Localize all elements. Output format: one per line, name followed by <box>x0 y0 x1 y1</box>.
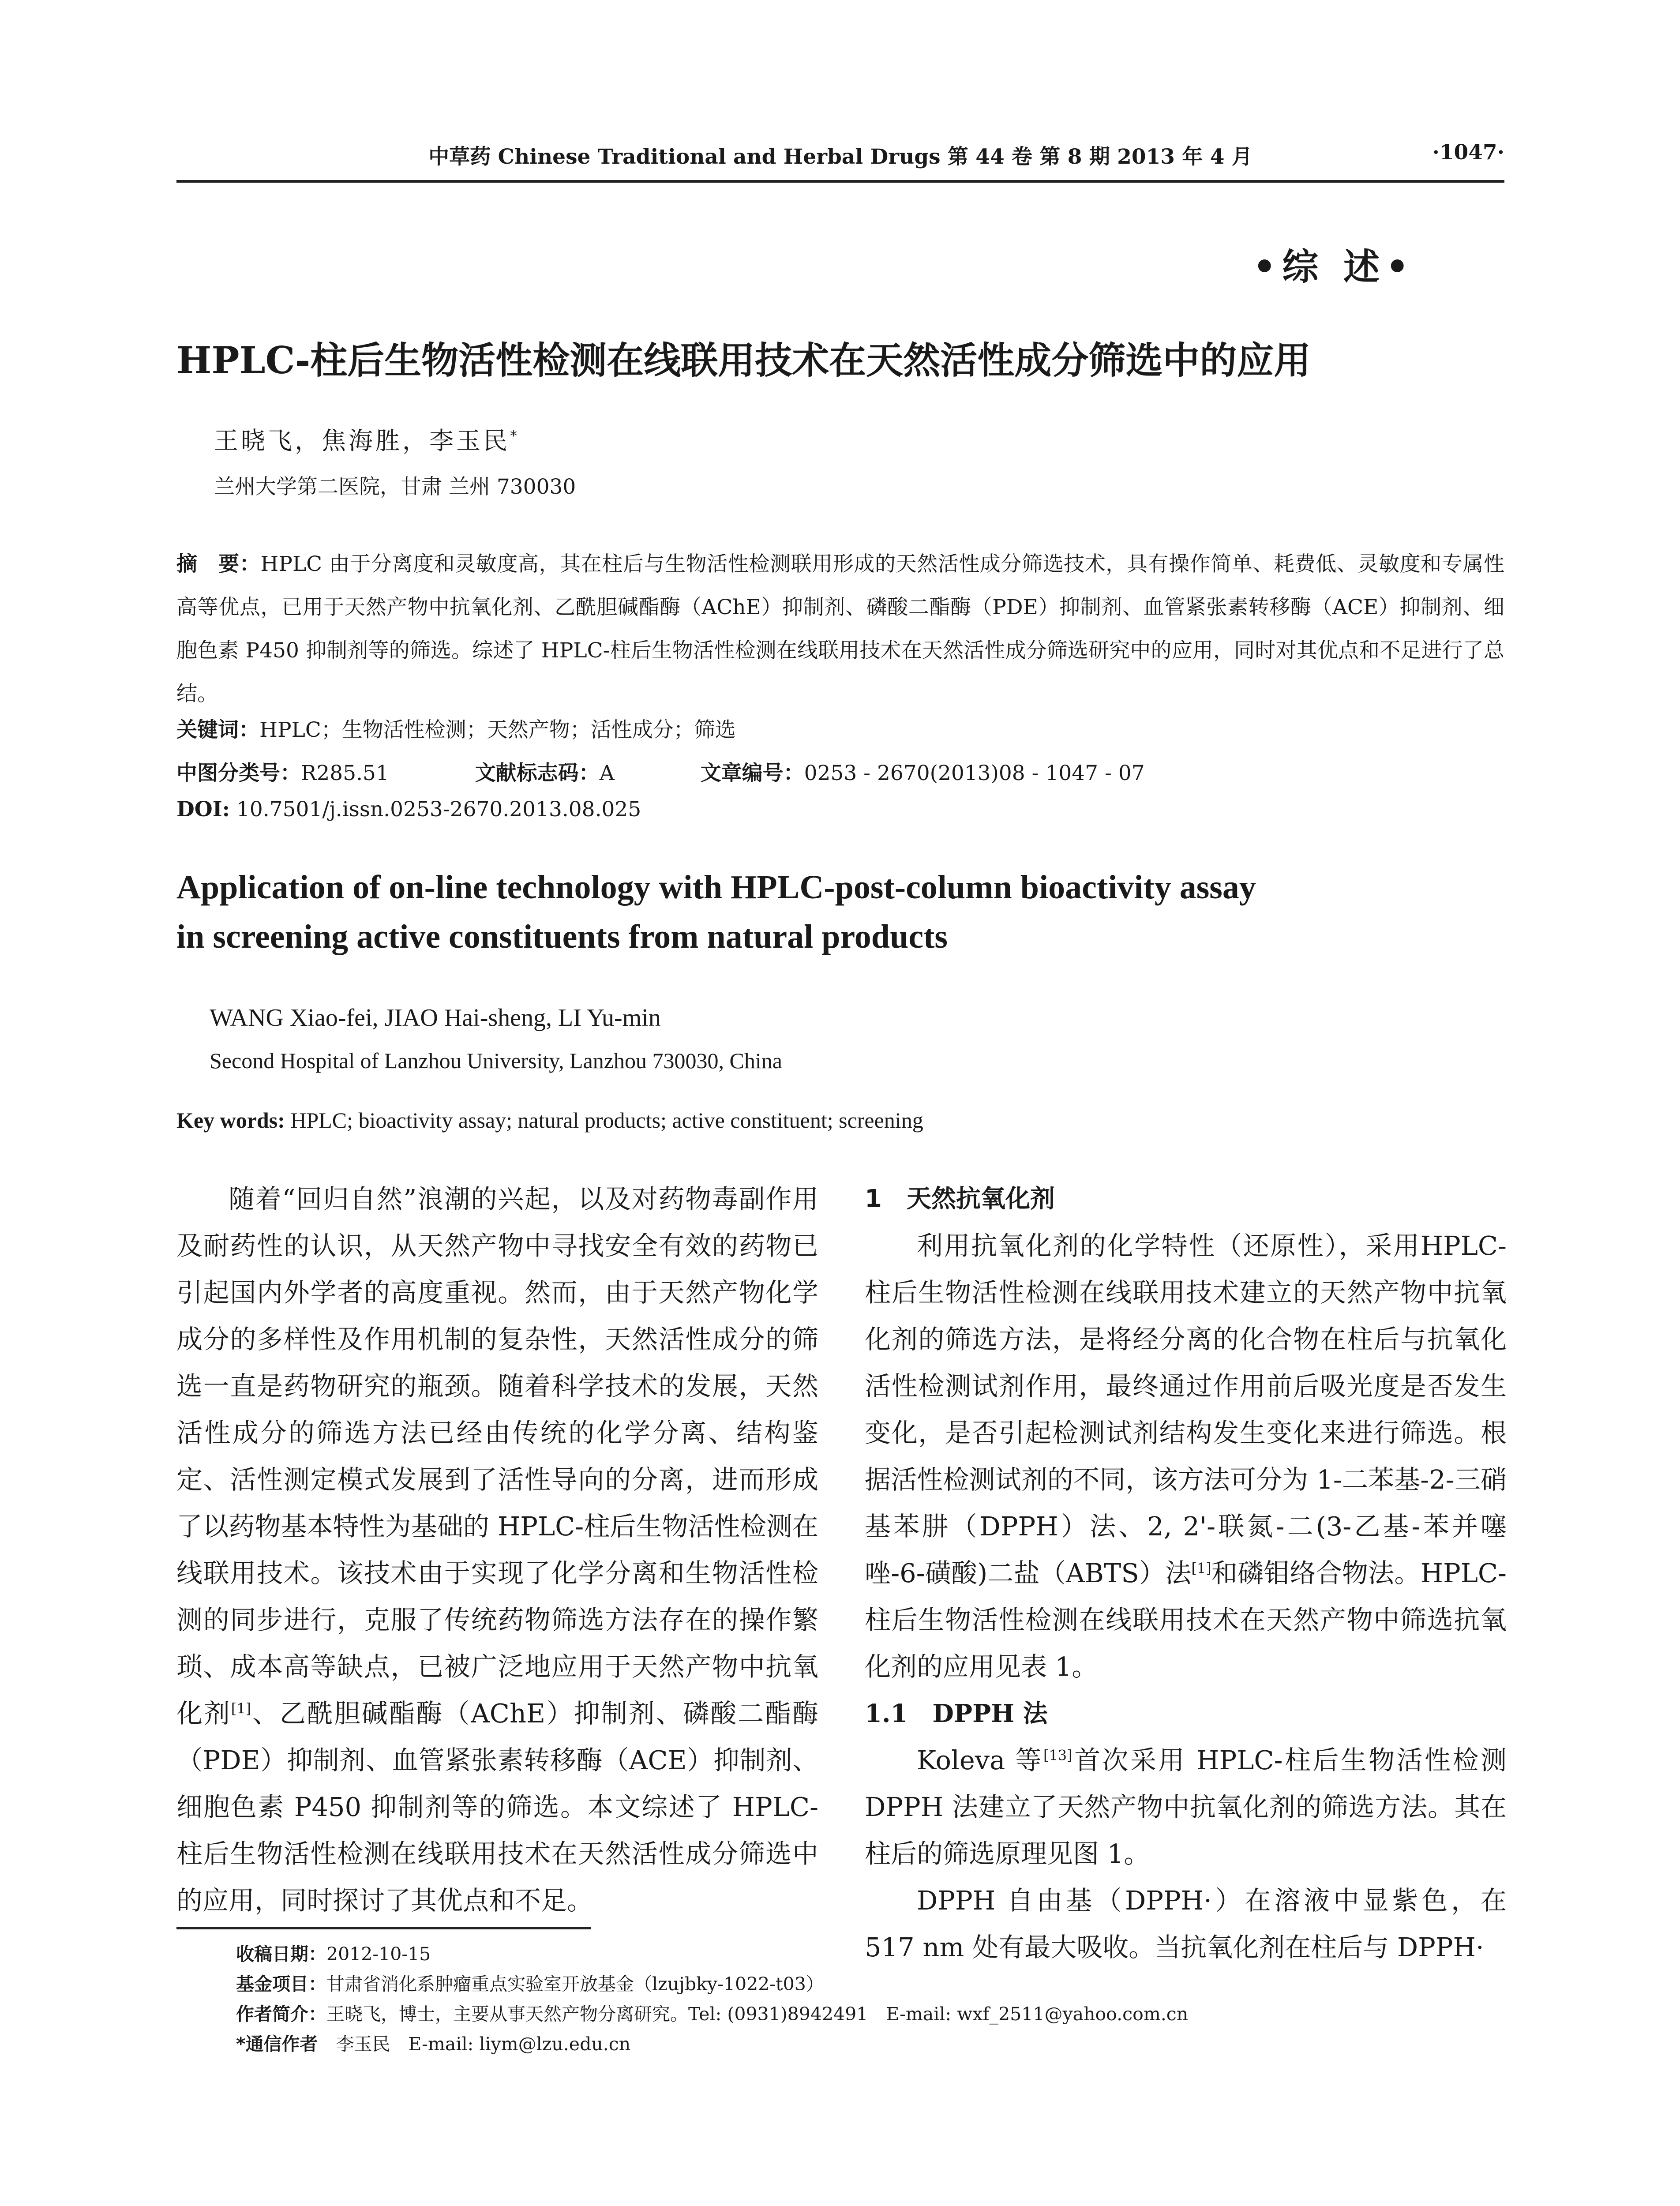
clc-value: R285.51 <box>301 761 389 785</box>
running-header <box>176 140 1504 176</box>
abstract-text: HPLC 由于分离度和灵敏度高，其在柱后与生物活性检测联用形成的天然活性成分筛选技术，具有操作简单、耗费低、灵敏度和专属性高等优点，已用于天然产物中抗氧化剂、乙酰胆碱酯酶（AChE）抑制剂、磷酸二酯酶（PDE）抑制剂、血管紧张素转移酶（ACE）抑制剂、细胞色素 P450 抑制剂等的筛选。综述了 HPLC-柱后生物活性检测在线联用技术在天然活性成分筛选研究中的应用，同时对其优点和不足进行了总结。 <box>176 552 1504 706</box>
en-keywords <box>176 1107 923 1133</box>
en-keywords-text: HPLC; bioactivity assay; natural products; active constituent; screening <box>290 1108 923 1133</box>
cn-keywords <box>176 713 736 743</box>
bio-text: 王晓飞，博士，主要从事天然产物分离研究。Tel: (0931)8942491 E-mail: wxf_2511@yahoo.com.cn <box>326 2003 1189 2025</box>
sec1-citation: [1] <box>1191 1560 1211 1577</box>
intro-text-b: 、乙酰胆碱酯酶（AChE）抑制剂、磷酸二酯酶（PDE）抑制剂、血管紧张素转移酶（ACE）抑制剂、细胞色素 P450 抑制剂等的筛选。本文综述了 HPLC-柱后生物活性检测在线联用技术在天然活性成分筛选中的应用，同时探讨了其优点和不足。 <box>176 1698 818 1916</box>
intro-text-a: 随着“回归自然”浪潮的兴起，以及对药物毒副作用及耐药性的认识，从天然产物中寻找安全有效的药物已引起国内外学者的高度重视。然而，由于天然产物化学成分的多样性及作用机制的复杂性，天然活性成分的筛选一直是药物研究的瓶颈。随着科学技术的发展，天然活性成分的筛选方法已经由传统的化学分离、结构鉴定、活性测定模式发展到了活性导向的分离，进而形成了以药物基本特性为基础的 HPLC-柱后生物活性检测在线联用技术。该技术由于实现了化学分离和生物活性检测的同步进行，克服了传统药物筛选方法存在的操作繁琐、成本高等缺点，已被广泛地应用于天然产物中抗氧化剂 <box>176 1184 818 1729</box>
section-1-paragraph <box>865 1223 1507 1690</box>
keywords-text: HPLC；生物活性检测；天然产物；活性成分；筛选 <box>259 718 736 742</box>
received-date: 2012-10-15 <box>326 1943 431 1965</box>
received-label: 收稿日期： <box>236 1943 326 1965</box>
cn-author-names: 王晓飞，焦海胜，李玉民 <box>214 427 510 455</box>
sec11-text-a: Koleva 等 <box>917 1745 1043 1775</box>
section-1-1-paragraph-2: DPPH 自由基（DPPH·）在溶液中显紫色，在 517 nm 处有最大吸收。当抗氧化剂在柱后与 DPPH· <box>865 1885 1507 1962</box>
fund-text: 甘肃省消化系肿瘤重点实验室开放基金（lzujbky-1022-t03） <box>326 1973 824 1995</box>
section-tag: •综 述• <box>1253 246 1415 288</box>
classification-line <box>176 757 1145 786</box>
sec1-text-b: 和磷钼络合物法。HPLC-柱后生物活性检测在线联用技术在天然产物中筛选抗氧化剂的应用见表 1。 <box>865 1558 1507 1682</box>
en-title <box>176 863 1522 961</box>
en-keywords-label: Key words: <box>176 1108 285 1133</box>
body-left-column <box>176 1176 818 1924</box>
en-affiliation: Second Hospital of Lanzhou University, Lanzhou 730030, China <box>210 1048 782 1073</box>
sec11-citation: [13] <box>1043 1747 1072 1764</box>
intro-paragraph <box>176 1176 818 1924</box>
abstract-label: 摘 要： <box>176 552 261 576</box>
corr-label: *通信作者 <box>236 2033 318 2055</box>
cn-abstract <box>176 543 1504 716</box>
cn-authors <box>214 421 520 456</box>
en-title-line-2: in screening active constituents from natural products <box>176 918 948 955</box>
footnotes <box>236 1939 1188 2059</box>
en-authors: WANG Xiao-fei, JIAO Hai-sheng, LI Yu-min <box>210 1004 661 1032</box>
corr-text: 李玉民 E-mail: liym@lzu.edu.cn <box>336 2033 631 2055</box>
journal-info: 中草药 Chinese Traditional and Herbal Drugs 第 44 卷 第 8 期 2013 年 4 月 <box>428 145 1252 169</box>
corresponding-mark: * <box>510 427 520 444</box>
doi-label: DOI: <box>176 797 230 822</box>
section-1-1-heading: 1.1 DPPH 法 <box>865 1699 1048 1728</box>
body-right-column <box>865 1176 1507 1971</box>
section-1-1-paragraph <box>865 1737 1507 1877</box>
doc-code-label: 文献标志码： <box>475 761 600 785</box>
article-no-value: 0253 - 2670(2013)08 - 1047 - 07 <box>804 761 1145 785</box>
header-rule <box>176 180 1504 183</box>
doi-line <box>176 797 641 822</box>
keywords-label: 关键词： <box>176 718 259 742</box>
doc-code-value: A <box>599 761 615 785</box>
footnote-bio <box>236 1999 1188 2029</box>
page-number: ·1047· <box>1432 140 1504 165</box>
footnote-received <box>236 1939 1188 1969</box>
intro-citation: [1] <box>231 1700 251 1717</box>
footnote-corresponding <box>236 2029 1188 2059</box>
en-title-line-1: Application of on-line technology with HPLC-post-column bioactivity assay <box>176 869 1256 906</box>
sec11-text-b: 首次采用 HPLC-柱后生物活性检测 DPPH 法建立了天然产物中抗氧化剂的筛选方法。其在柱后的筛选原理见图 1。 <box>865 1745 1507 1869</box>
bio-label: 作者简介： <box>236 2003 326 2025</box>
cn-affiliation: 兰州大学第二医院，甘肃 兰州 730030 <box>214 475 576 499</box>
fund-label: 基金项目： <box>236 1973 326 1995</box>
clc-label: 中图分类号： <box>176 761 301 785</box>
footnote-fund <box>236 1969 1188 1999</box>
sec1-text-a: 利用抗氧化剂的化学特性（还原性），采用HPLC-柱后生物活性检测在线联用技术建立的天然产物中抗氧化剂的筛选方法，是将经分离的化合物在柱后与抗氧化活性检测试剂作用，最终通过作用前后吸光度是否发生变化，是否引起检测试剂结构发生变化来进行筛选。根据活性检测试剂的不同，该方法可分为 1-二苯基-2-三硝基苯肼（DPPH）法、2, 2'-联氮-二(3-乙基-苯并噻唑-6-磺酸)二盐（ABTS）法 <box>865 1231 1507 1588</box>
footnote-rule <box>176 1927 591 1929</box>
doi-value: 10.7501/j.issn.0253-2670.2013.08.025 <box>236 797 641 822</box>
section-1-heading: 1 天然抗氧化剂 <box>865 1185 1055 1213</box>
cn-title: HPLC-柱后生物活性检测在线联用技术在天然活性成分筛选中的应用 <box>176 338 1311 382</box>
article-no-label: 文章编号： <box>700 761 804 785</box>
